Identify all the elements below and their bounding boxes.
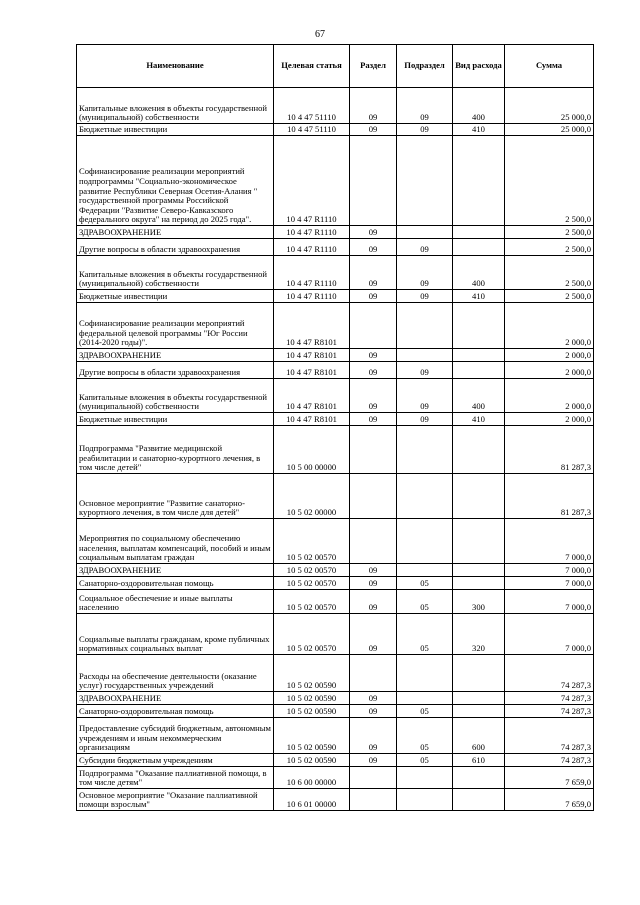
section-cell: 09 (350, 256, 397, 290)
table-row (77, 303, 594, 349)
header-subsection: Подраздел (397, 45, 453, 88)
target-cell: 10 5 02 00570 (274, 564, 350, 577)
subsection-cell (397, 349, 453, 362)
table-row (77, 379, 594, 413)
expense-type-cell (453, 226, 505, 239)
name-cell: Подпрограмма "Развитие медицинской реабилитации и санаторно-курортного лечения, в том числе детей" (77, 426, 274, 474)
subsection-cell: 09 (397, 379, 453, 413)
name-cell: ЗДРАВООХРАНЕНИЕ (77, 692, 274, 705)
expense-type-cell: 610 (453, 754, 505, 767)
table-row (77, 256, 594, 290)
expense-type-cell (453, 426, 505, 474)
sum-cell: 2 500,0 (505, 136, 594, 226)
table-row (77, 705, 594, 718)
name-cell: Бюджетные инвестиции (77, 413, 274, 426)
sum-cell: 2 500,0 (505, 226, 594, 239)
target-cell: 10 5 00 00000 (274, 426, 350, 474)
name-cell: Социальные выплаты гражданам, кроме публичных нормативных социальных выплат (77, 614, 274, 655)
table-row (77, 577, 594, 590)
target-cell: 10 5 02 00590 (274, 754, 350, 767)
expense-type-cell: 410 (453, 413, 505, 426)
table-row (77, 519, 594, 564)
target-cell: 10 6 00 00000 (274, 767, 350, 789)
expense-type-cell: 410 (453, 290, 505, 303)
name-cell: Софинансирование реализации мероприятий федеральной целевой программы "Юг России (2014-2020 годы)". (77, 303, 274, 349)
section-cell: 09 (350, 88, 397, 124)
table-row (77, 226, 594, 239)
expense-type-cell (453, 564, 505, 577)
expense-type-cell: 320 (453, 614, 505, 655)
name-cell: Бюджетные инвестиции (77, 124, 274, 136)
subsection-cell: 09 (397, 256, 453, 290)
table-row (77, 564, 594, 577)
subsection-cell (397, 564, 453, 577)
subsection-cell: 05 (397, 754, 453, 767)
table-row (77, 590, 594, 614)
name-cell: ЗДРАВООХРАНЕНИЕ (77, 564, 274, 577)
subsection-cell (397, 136, 453, 226)
target-cell: 10 5 02 00590 (274, 718, 350, 754)
name-cell: Капитальные вложения в объекты государственной (муниципальной) собственности (77, 88, 274, 124)
subsection-cell (397, 426, 453, 474)
sum-cell: 2 000,0 (505, 303, 594, 349)
section-cell: 09 (350, 692, 397, 705)
section-cell (350, 767, 397, 789)
subsection-cell: 09 (397, 290, 453, 303)
subsection-cell: 05 (397, 590, 453, 614)
expense-type-cell (453, 349, 505, 362)
table-row (77, 692, 594, 705)
section-cell: 09 (350, 413, 397, 426)
section-cell: 09 (350, 564, 397, 577)
budget-table (76, 44, 594, 811)
table-row (77, 474, 594, 519)
table-row (77, 124, 594, 136)
header-sum: Сумма (505, 45, 594, 88)
target-cell: 10 4 47 R8101 (274, 303, 350, 349)
target-cell: 10 4 47 R8101 (274, 379, 350, 413)
section-cell: 09 (350, 590, 397, 614)
expense-type-cell: 400 (453, 256, 505, 290)
section-cell (350, 474, 397, 519)
expense-type-cell (453, 519, 505, 564)
expense-type-cell (453, 474, 505, 519)
subsection-cell: 05 (397, 614, 453, 655)
expense-type-cell (453, 692, 505, 705)
subsection-cell (397, 474, 453, 519)
expense-type-cell (453, 767, 505, 789)
section-cell: 09 (350, 362, 397, 379)
sum-cell: 7 659,0 (505, 789, 594, 811)
sum-cell: 2 500,0 (505, 290, 594, 303)
sum-cell: 2 000,0 (505, 349, 594, 362)
expense-type-cell (453, 239, 505, 256)
sum-cell: 7 000,0 (505, 519, 594, 564)
target-cell: 10 4 47 R1110 (274, 136, 350, 226)
sum-cell: 2 000,0 (505, 379, 594, 413)
sum-cell: 7 000,0 (505, 564, 594, 577)
target-cell: 10 5 02 00570 (274, 577, 350, 590)
sum-cell: 25 000,0 (505, 88, 594, 124)
expense-type-cell: 600 (453, 718, 505, 754)
expense-type-cell: 300 (453, 590, 505, 614)
subsection-cell (397, 789, 453, 811)
sum-cell: 74 287,3 (505, 692, 594, 705)
sum-cell: 74 287,3 (505, 655, 594, 692)
expense-type-cell (453, 789, 505, 811)
target-cell: 10 4 47 R1110 (274, 290, 350, 303)
table-row (77, 239, 594, 256)
subsection-cell (397, 767, 453, 789)
header-section: Раздел (350, 45, 397, 88)
section-cell: 09 (350, 614, 397, 655)
name-cell: Мероприятия по социальному обеспечению населения, выплатам компенсаций, пособий и иным социальным выплатам граждан (77, 519, 274, 564)
expense-type-cell (453, 705, 505, 718)
section-cell: 09 (350, 718, 397, 754)
sum-cell: 81 287,3 (505, 474, 594, 519)
subsection-cell: 09 (397, 362, 453, 379)
section-cell (350, 303, 397, 349)
sum-cell: 74 287,3 (505, 754, 594, 767)
name-cell: ЗДРАВООХРАНЕНИЕ (77, 226, 274, 239)
name-cell: Основное мероприятие "Оказание паллиативной помощи взрослым" (77, 789, 274, 811)
table-row (77, 290, 594, 303)
table-row (77, 362, 594, 379)
table-row (77, 655, 594, 692)
expense-type-cell (453, 655, 505, 692)
section-cell: 09 (350, 379, 397, 413)
sum-cell: 2 500,0 (505, 239, 594, 256)
sum-cell: 2 000,0 (505, 413, 594, 426)
table-row (77, 136, 594, 226)
subsection-cell: 09 (397, 88, 453, 124)
sum-cell: 2 000,0 (505, 362, 594, 379)
target-cell: 10 5 02 00590 (274, 692, 350, 705)
name-cell: Субсидии бюджетным учреждениям (77, 754, 274, 767)
subsection-cell: 05 (397, 577, 453, 590)
expense-type-cell (453, 303, 505, 349)
sum-cell: 7 000,0 (505, 590, 594, 614)
subsection-cell (397, 303, 453, 349)
expense-type-cell: 400 (453, 88, 505, 124)
target-cell: 10 4 47 51110 (274, 124, 350, 136)
expense-type-cell (453, 362, 505, 379)
target-cell: 10 4 47 R1110 (274, 226, 350, 239)
target-cell: 10 5 02 00590 (274, 655, 350, 692)
section-cell (350, 426, 397, 474)
name-cell: Санаторно-оздоровительная помощь (77, 577, 274, 590)
table-row (77, 426, 594, 474)
sum-cell: 25 000,0 (505, 124, 594, 136)
table-row (77, 789, 594, 811)
sum-cell: 2 500,0 (505, 256, 594, 290)
page-number: 67 (315, 29, 325, 40)
name-cell: Социальное обеспечение и иные выплаты населению (77, 590, 274, 614)
sum-cell: 74 287,3 (505, 718, 594, 754)
target-cell: 10 4 47 R8101 (274, 413, 350, 426)
section-cell (350, 519, 397, 564)
target-cell: 10 4 47 51110 (274, 88, 350, 124)
subsection-cell: 09 (397, 239, 453, 256)
target-cell: 10 6 01 00000 (274, 789, 350, 811)
table-row (77, 718, 594, 754)
sum-cell: 81 287,3 (505, 426, 594, 474)
name-cell: Капитальные вложения в объекты государственной (муниципальной) собственности (77, 256, 274, 290)
sum-cell: 7 000,0 (505, 614, 594, 655)
sum-cell: 7 659,0 (505, 767, 594, 789)
section-cell (350, 789, 397, 811)
expense-type-cell (453, 577, 505, 590)
name-cell: Другие вопросы в области здравоохранения (77, 239, 274, 256)
name-cell: ЗДРАВООХРАНЕНИЕ (77, 349, 274, 362)
table-row (77, 88, 594, 124)
section-cell (350, 136, 397, 226)
target-cell: 10 5 02 00570 (274, 590, 350, 614)
section-cell: 09 (350, 290, 397, 303)
subsection-cell: 09 (397, 124, 453, 136)
table-row (77, 413, 594, 426)
target-cell: 10 5 02 00590 (274, 705, 350, 718)
target-cell: 10 4 47 R8101 (274, 362, 350, 379)
subsection-cell (397, 655, 453, 692)
subsection-cell (397, 519, 453, 564)
header-target: Целевая статья (274, 45, 350, 88)
name-cell: Санаторно-оздоровительная помощь (77, 705, 274, 718)
subsection-cell: 09 (397, 413, 453, 426)
table-row (77, 614, 594, 655)
section-cell: 09 (350, 349, 397, 362)
subsection-cell (397, 692, 453, 705)
section-cell: 09 (350, 124, 397, 136)
sum-cell: 7 000,0 (505, 577, 594, 590)
header-expense-type: Вид расхода (453, 45, 505, 88)
expense-type-cell: 410 (453, 124, 505, 136)
table-row (77, 349, 594, 362)
name-cell: Основное мероприятие "Развитие санаторно-курортного лечения, в том числе для детей" (77, 474, 274, 519)
table-row (77, 767, 594, 789)
target-cell: 10 5 02 00570 (274, 519, 350, 564)
target-cell: 10 5 02 00570 (274, 614, 350, 655)
subsection-cell: 05 (397, 705, 453, 718)
section-cell: 09 (350, 754, 397, 767)
target-cell: 10 4 47 R1110 (274, 239, 350, 256)
subsection-cell (397, 226, 453, 239)
section-cell: 09 (350, 705, 397, 718)
expense-type-cell: 400 (453, 379, 505, 413)
name-cell: Капитальные вложения в объекты государственной (муниципальной) собственности (77, 379, 274, 413)
section-cell (350, 655, 397, 692)
expense-type-cell (453, 136, 505, 226)
section-cell: 09 (350, 577, 397, 590)
subsection-cell: 05 (397, 718, 453, 754)
target-cell: 10 4 47 R1110 (274, 256, 350, 290)
name-cell: Бюджетные инвестиции (77, 290, 274, 303)
table-row (77, 754, 594, 767)
header-name: Наименование (77, 45, 274, 88)
section-cell: 09 (350, 226, 397, 239)
name-cell: Подпрограмма "Оказание паллиативной помощи, в том числе детям" (77, 767, 274, 789)
name-cell: Расходы на обеспечение деятельности (оказание услуг) государственных учреждений (77, 655, 274, 692)
name-cell: Софинансирование реализации мероприятий подпрограммы "Социально-экономическое развитие Республики Северная Осетия-Алания " государственной программы Российской Федерации "Развитие Северо-Кавказского федерального округа" на период до 2025 года". (77, 136, 274, 226)
name-cell: Предоставление субсидий бюджетным, автономным учреждениям и иным некоммерческим организациям (77, 718, 274, 754)
target-cell: 10 4 47 R8101 (274, 349, 350, 362)
name-cell: Другие вопросы в области здравоохранения (77, 362, 274, 379)
sum-cell: 74 287,3 (505, 705, 594, 718)
table-header-row (77, 45, 594, 88)
target-cell: 10 5 02 00000 (274, 474, 350, 519)
section-cell: 09 (350, 239, 397, 256)
